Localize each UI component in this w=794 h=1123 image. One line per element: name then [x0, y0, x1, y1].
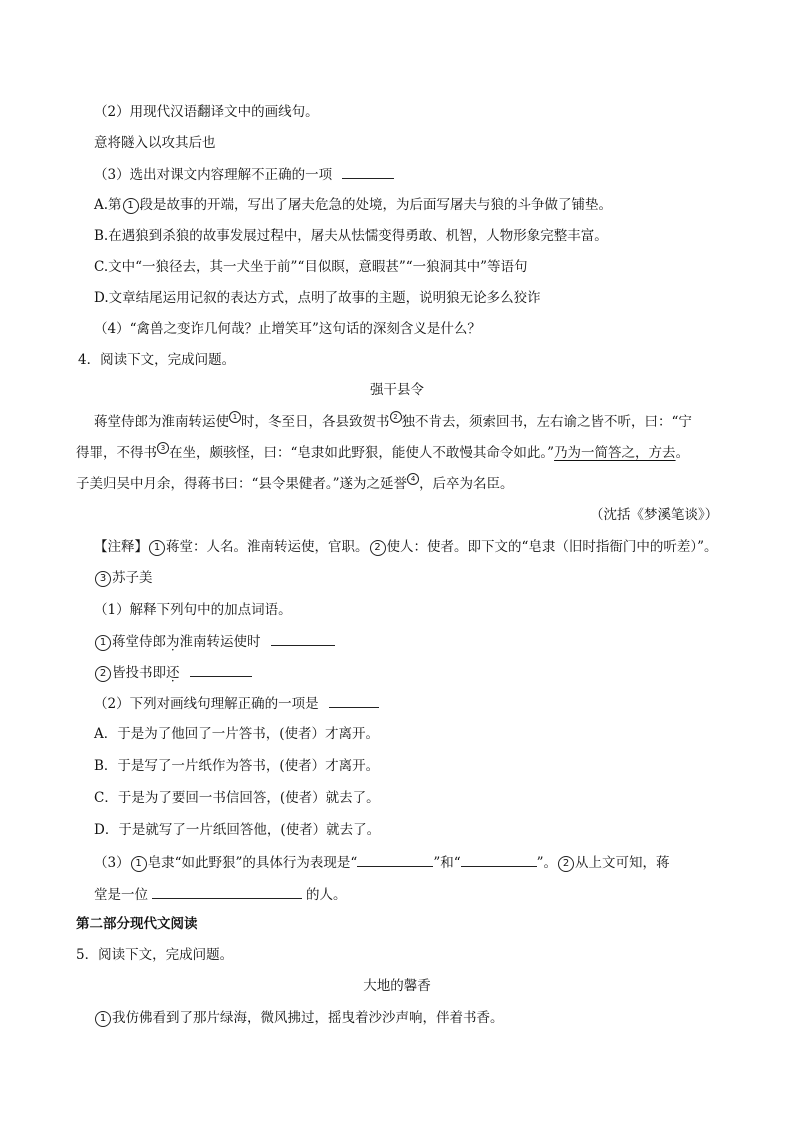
- q4-option-b: B．于是写了一片纸作为答书，(使者）才离开。: [94, 758, 380, 774]
- q3-sub3: [94, 164, 394, 185]
- q4-sub2-title: （2）下列对画线句理解正确的一项是: [94, 696, 319, 712]
- q4-option-a: A．于是为了他回了一片答书，(使者）才离开。: [94, 726, 380, 742]
- circled-number: 2: [370, 540, 386, 556]
- q5-paragraph-1: [94, 1008, 504, 1028]
- q4-heading: 4．阅读下文，完成问题。: [78, 352, 236, 368]
- item-text: ”。: [536, 855, 558, 871]
- q4-sub2: [94, 693, 379, 714]
- footnote-marker: 3: [157, 442, 169, 454]
- part2-heading: 第二部分现代文阅读: [76, 916, 198, 932]
- item-text: ”和“: [433, 855, 461, 871]
- passage-text: 时，冬至日，各县致贺书: [241, 414, 390, 430]
- answer-blank[interactable]: [357, 852, 433, 867]
- circled-number: 2: [95, 666, 111, 682]
- circled-number: 2: [558, 856, 574, 872]
- passage-text: 。: [675, 445, 690, 461]
- answer-blank[interactable]: [329, 693, 379, 708]
- item-text: 的人。: [306, 887, 347, 903]
- footnote-marker: 1: [229, 411, 241, 423]
- q4-notes-cont: [94, 568, 153, 588]
- circled-number: 3: [95, 571, 111, 587]
- circled-number: 1: [131, 856, 147, 872]
- passage-text: 独不肯去，须索回书，左右谕之皆不听，曰：“宁: [401, 414, 692, 430]
- q3-sub3-title: （3）选出对课文内容理解不正确的一项: [94, 167, 333, 183]
- q4-passage-line-3: [76, 473, 514, 494]
- passage-text: ，后卒为名臣。: [419, 476, 514, 492]
- note-text: 苏子美: [112, 570, 153, 586]
- item-text: 从上文可知，蒋: [575, 855, 670, 871]
- paragraph-text: 我仿佛看到了那片绿海，微风拂过，摇曳着沙沙声响，伴着书香。: [112, 1010, 504, 1026]
- answer-blank[interactable]: [271, 631, 335, 646]
- q5-passage-title: 大地的馨香: [363, 978, 431, 994]
- q4-sub3-line-2: [94, 884, 347, 905]
- notes-label: 【注释】: [94, 539, 148, 555]
- underlined-sentence: 乃为一简答之，方去: [554, 445, 676, 461]
- answer-blank[interactable]: [190, 662, 252, 677]
- q4-passage-title: 强干县令: [370, 382, 424, 398]
- circled-number: 1: [95, 635, 111, 651]
- item-text: 皆投书即: [112, 665, 166, 681]
- footnote-marker: 4: [407, 473, 419, 485]
- q3-option-b: B.在遇狼到杀狼的故事发展过程中，屠夫从怯懦变得勇敢、机智，人物形象完整丰富。: [94, 228, 608, 244]
- q4-sub1-title: （1）解释下列句中的加点词语。: [94, 602, 292, 618]
- q3-sub2-title: （2）用现代汉语翻译文中的画线句。: [94, 104, 319, 120]
- note-text: 使人：使者。即下文的“皂隶（旧时指衙门中的听差）”。: [386, 539, 718, 555]
- q4-sub3-line-1: [94, 852, 670, 873]
- answer-blank[interactable]: [461, 852, 537, 867]
- item-text: 淮南转运使时: [179, 634, 261, 650]
- q4-passage-line-2: [76, 442, 689, 463]
- q4-option-d: D．于是就写了一片纸回答他，(使者）就去了。: [94, 822, 381, 838]
- answer-blank[interactable]: [152, 884, 302, 899]
- item-text: （3）: [94, 855, 130, 871]
- q3-option-d: D.文章结尾运用记叙的表达方式，点明了故事的主题，说明狼无论多么狡诈: [94, 290, 541, 306]
- q4-sub1-item-1: [94, 631, 335, 652]
- passage-text: 在坐，颇骇怪，曰：“皂隶如此野狠，能使人不敢慢其命令如此。”: [169, 445, 555, 461]
- q4-sub1-item-2: [94, 662, 252, 683]
- q4-source: （沈括《梦溪笔谈》）: [590, 507, 719, 523]
- q3-option-c: C.文中“一狼径去，其一犬坐于前”“目似瞑，意暇甚”“一狼洞其中”等语句: [94, 259, 528, 275]
- circled-number: 1: [149, 540, 165, 556]
- q4-passage-line-1: [94, 411, 692, 432]
- passage-text: 蒋堂侍郎为淮南转运使: [94, 414, 229, 430]
- item-text: 堂是一位: [94, 887, 148, 903]
- dotted-word: 为: [166, 634, 180, 650]
- q3-sub3-answer-blank[interactable]: [342, 164, 394, 179]
- circled-number: 1: [95, 1011, 111, 1027]
- q3-option-a-text: 段是故事的开端，写出了屠夫危急的处境，为后面写屠夫与狼的斗争做了铺垫。: [139, 197, 613, 213]
- q3-sub2-sentence: 意将隧入以攻其后也: [94, 135, 216, 151]
- dotted-word: 还: [166, 665, 180, 681]
- q3-sub4: （4）“禽兽之变诈几何哉？止增笑耳”这句话的深刻含义是什么？: [94, 321, 481, 337]
- item-text: 蒋堂侍郎: [112, 634, 166, 650]
- circled-number: 1: [123, 198, 139, 214]
- note-text: 蒋堂：人名。淮南转运使，官职。: [166, 539, 369, 555]
- q3-option-a: [94, 195, 612, 215]
- footnote-marker: 2: [390, 411, 402, 423]
- passage-text: 子美归吴中月余，得蒋书曰：“县令果健者。”遂为之延誉: [76, 476, 408, 492]
- q4-option-c: C．于是为了要回一书信回答，(使者）就去了。: [94, 790, 380, 806]
- q3-option-a-prefix: A.第: [94, 197, 122, 213]
- q5-heading: 5．阅读下文，完成问题。: [76, 947, 234, 963]
- item-text: 皂隶“如此野狠”的具体行为表现是“: [147, 855, 358, 871]
- q4-notes: [94, 537, 718, 557]
- passage-text: 得罪，不得书: [76, 445, 157, 461]
